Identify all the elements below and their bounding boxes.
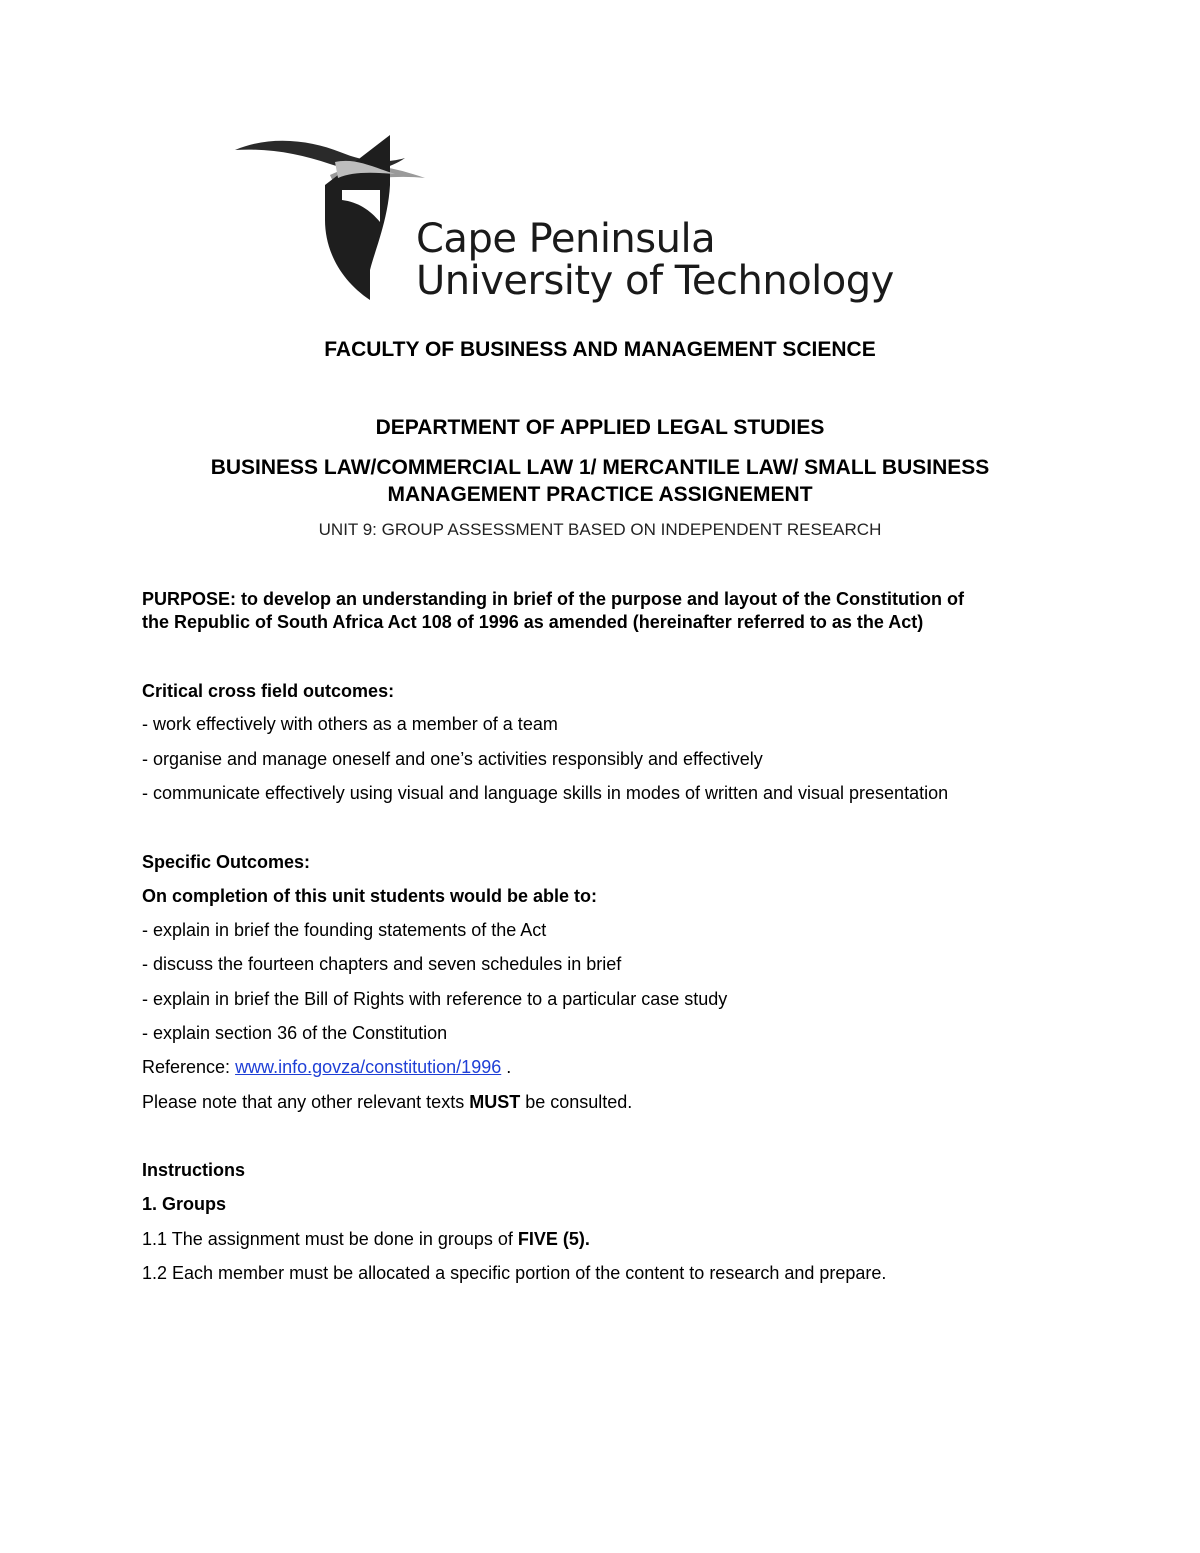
consult-note [142,1090,632,1114]
groups-heading: 1. Groups [142,1194,227,1214]
instruction-item-1-1 [142,1227,590,1251]
logo-line-1: Cape Peninsula [416,216,716,262]
reference-label: Reference: [142,1057,236,1077]
note-start: Please note that any other relevant texts [142,1092,470,1112]
list-item: - communicate effectively using visual and language skills in modes of written and visual presentation [142,783,949,803]
purpose-line-2: the Republic of South Africa Act 108 of 1996 as amended (hereinafter referred to as the Act) [142,612,924,632]
course-heading-line-2: MANAGEMENT PRACTICE ASSIGNEMENT [387,483,813,506]
list-item: - explain in brief the Bill of Rights with reference to a particular case study [142,989,728,1009]
university-name [416,218,894,302]
specific-outcomes-heading: Specific Outcomes: [142,852,311,872]
note-emphasis: MUST [469,1092,521,1112]
critical-outcomes-heading: Critical cross field outcomes: [142,681,395,701]
logo-line-2: University of Technology [416,258,894,304]
note-end: be consulted. [520,1092,633,1112]
reference-line [142,1055,511,1079]
list-item: - work effectively with others as a member of a team [142,714,558,734]
instruction-text: 1.1 The assignment must be done in groups of [142,1229,518,1249]
instructions-heading: Instructions [142,1160,246,1180]
list-item: - explain section 36 of the Constitution [142,1023,448,1043]
group-size: FIVE (5). [517,1229,590,1249]
faculty-heading: FACULTY OF BUSINESS AND MANAGEMENT SCIENCE [324,338,876,361]
specific-outcomes-intro: On completion of this unit students would be able to: [142,886,597,906]
reference-link[interactable]: www.info.govza/constitution/1996 [235,1057,502,1077]
course-heading-line-1: BUSINESS LAW/COMMERCIAL LAW 1/ MERCANTILE LAW/ SMALL BUSINESS [210,456,990,479]
unit-subtitle: UNIT 9: GROUP ASSESSMENT BASED ON INDEPENDENT RESEARCH [318,520,882,539]
instruction-item-1-2: 1.2 Each member must be allocated a specific portion of the content to research and prepare. [142,1263,887,1283]
purpose-line-1: PURPOSE: to develop an understanding in brief of the purpose and layout of the Constitution of [142,589,964,609]
reference-tail: . [501,1057,512,1077]
list-item: - explain in brief the founding statements of the Act [142,920,547,940]
list-item: - discuss the fourteen chapters and seven schedules in brief [142,954,622,974]
cput-emblem-icon [230,130,430,310]
list-item: - organise and manage oneself and one’s activities responsibly and effectively [142,749,763,769]
university-logo [230,130,950,320]
department-heading: DEPARTMENT OF APPLIED LEGAL STUDIES [375,416,825,439]
